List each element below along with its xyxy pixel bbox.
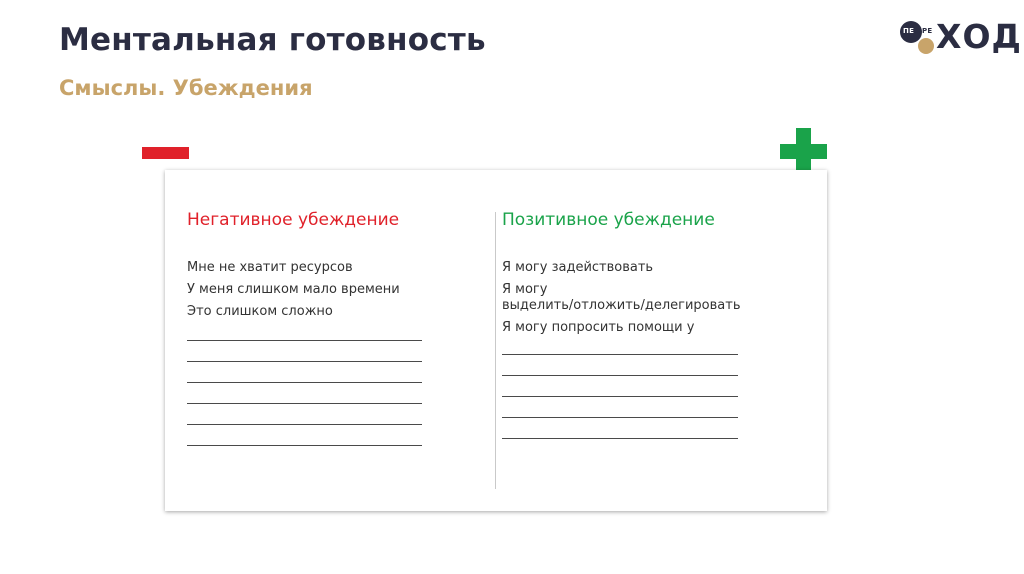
page-subtitle: Смыслы. Убеждения (59, 76, 313, 100)
negative-item: Это слишком сложно (187, 304, 333, 319)
positive-column (502, 210, 802, 439)
logo-gold-circle (918, 38, 934, 54)
logo-pere-left: ПЕ (903, 27, 915, 35)
positive-blank-line[interactable] (502, 417, 738, 418)
positive-blank-line[interactable] (502, 396, 738, 397)
logo-pere-right: РЕ (922, 27, 933, 35)
positive-item: Я могу выделить/отложить/делегировать (502, 282, 741, 313)
positive-blank-line[interactable] (502, 354, 738, 355)
column-divider (495, 212, 496, 489)
negative-blank-line[interactable] (187, 361, 422, 362)
negative-blank-line[interactable] (187, 445, 422, 446)
negative-blank-line[interactable] (187, 340, 422, 341)
logo-hod: ХОД (936, 17, 1022, 56)
page-title: Ментальная готовность (59, 22, 486, 58)
minus-icon (142, 147, 189, 159)
negative-column (187, 210, 477, 446)
positive-blank-line[interactable] (502, 438, 738, 439)
negative-blank-line[interactable] (187, 403, 422, 404)
positive-item: Я могу попросить помощи у (502, 320, 695, 335)
positive-heading: Позитивное убеждение (502, 210, 715, 230)
negative-item: У меня слишком мало времени (187, 282, 400, 297)
negative-heading: Негативное убеждение (187, 210, 400, 230)
positive-blank-line[interactable] (502, 375, 738, 376)
plus-icon (780, 128, 827, 175)
negative-item: Мне не хватит ресурсов (187, 260, 353, 275)
negative-blank-line[interactable] (187, 382, 422, 383)
perehod-logo (900, 17, 1022, 60)
positive-item: Я могу задействовать (502, 260, 654, 275)
negative-blank-line[interactable] (187, 424, 422, 425)
